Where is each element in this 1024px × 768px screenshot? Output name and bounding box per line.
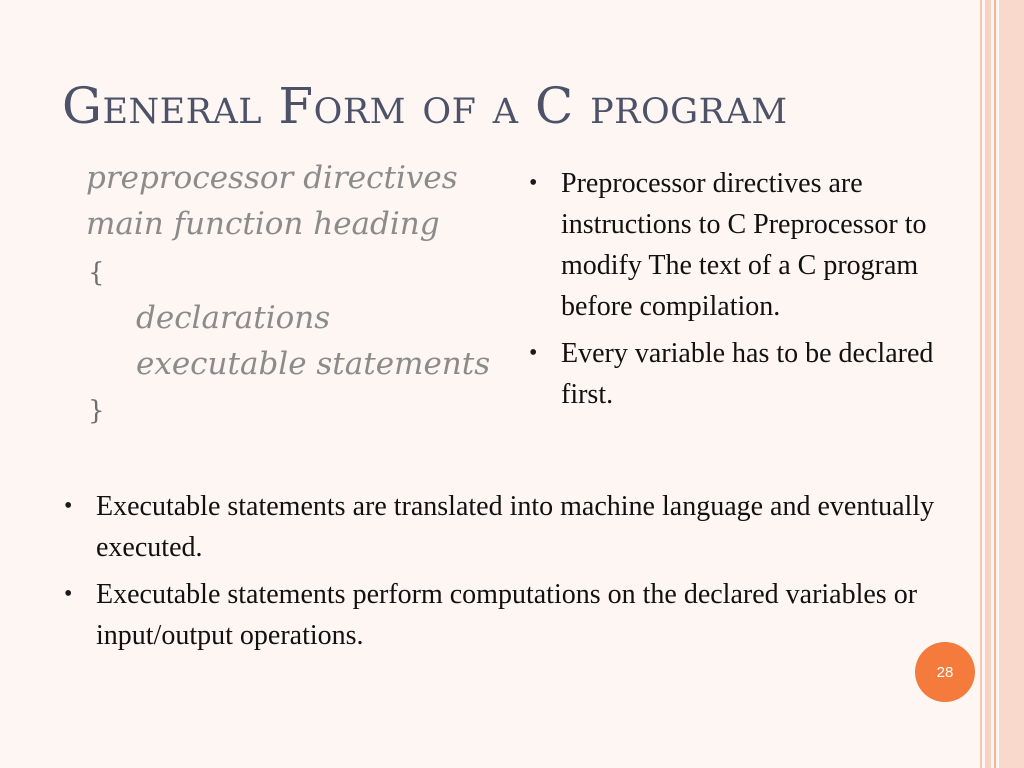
code-line-preprocessor: preprocessor directives xyxy=(86,160,458,196)
slide-title: General Form of a C program xyxy=(62,77,788,135)
border-stripe xyxy=(985,0,991,768)
page-number-badge: 28 xyxy=(915,642,975,702)
right-bullet-list xyxy=(527,163,967,421)
bullet-text: Every variable has to be declared first. xyxy=(561,338,934,410)
border-stripe xyxy=(994,0,996,768)
bullet-icon: • xyxy=(529,340,538,366)
list-item xyxy=(527,333,967,415)
code-line-declarations: declarations xyxy=(136,300,331,336)
bullet-icon: • xyxy=(64,581,73,607)
bullet-icon: • xyxy=(64,493,73,519)
bottom-bullet-list xyxy=(62,486,942,662)
border-stripe xyxy=(999,0,1024,768)
bullet-text: Preprocessor directives are instructions to C Preprocessor to modify The text of a C program before compilation. xyxy=(561,168,927,322)
code-open-brace: { xyxy=(88,258,105,288)
bullet-icon: • xyxy=(529,170,538,196)
code-line-main-heading: main function heading xyxy=(86,206,440,242)
bullet-text: Executable statements are translated into machine language and eventually executed. xyxy=(96,491,935,563)
list-item xyxy=(527,163,967,327)
decorative-border xyxy=(980,0,1024,768)
code-close-brace: } xyxy=(88,396,105,426)
bullet-text: Executable statements perform computations on the declared variables or input/output operations. xyxy=(96,579,918,651)
code-line-executable: executable statements xyxy=(136,346,491,382)
list-item xyxy=(62,574,942,656)
border-stripe xyxy=(980,0,982,768)
list-item xyxy=(62,486,942,568)
